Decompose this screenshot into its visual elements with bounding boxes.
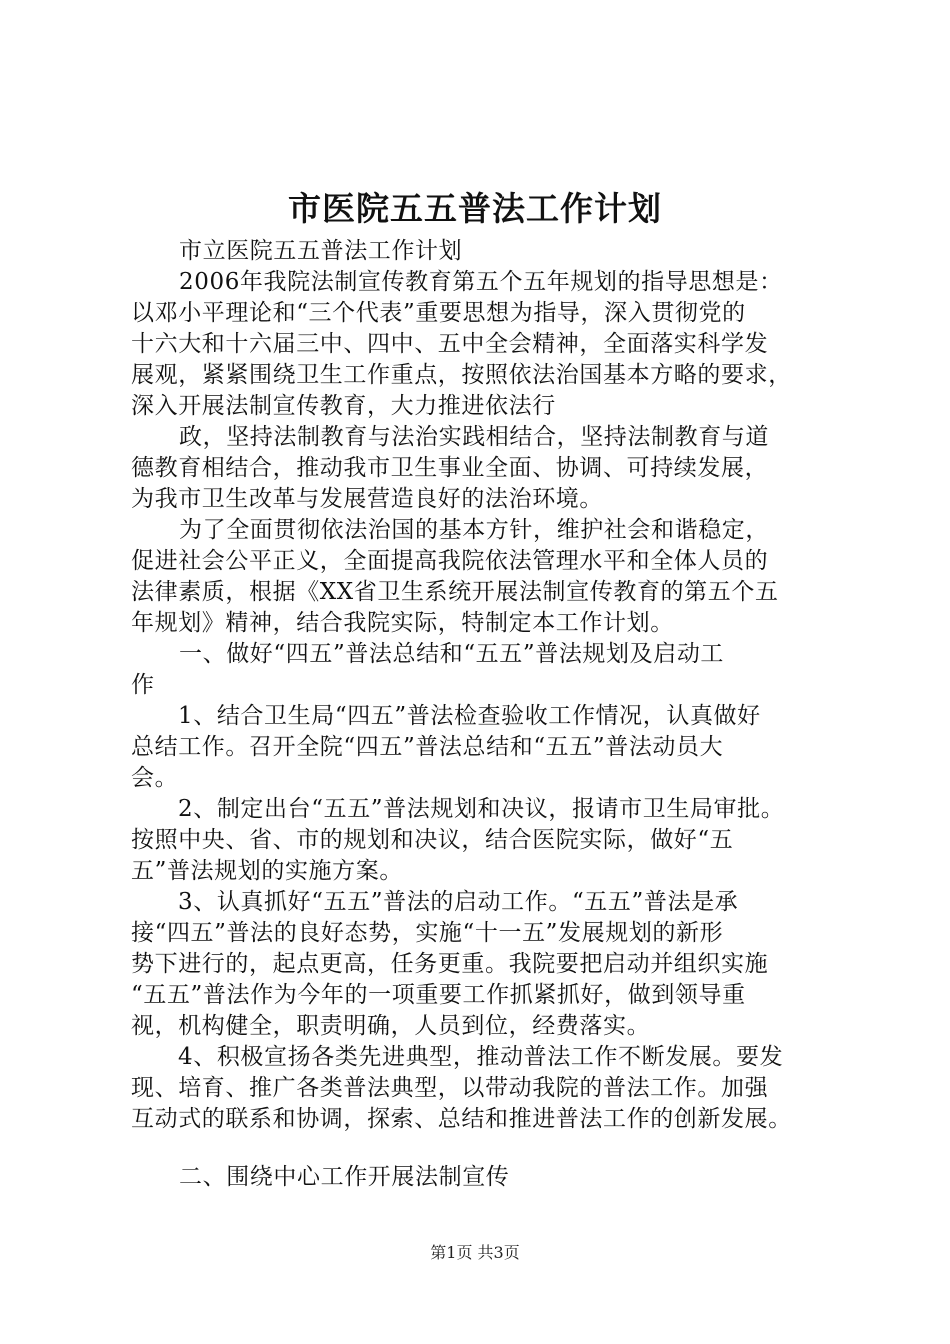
paragraph-line: 五”普法规划的实施方案。 (131, 858, 403, 884)
paragraph-line: 总结工作。召开全院“四五”普法总结和“五五”普法动员大 (131, 734, 724, 760)
paragraph-line: 现、培育、推广各类普法典型，以带动我院的普法工作。加强 (131, 1075, 769, 1101)
paragraph-line: 展观，紧紧围绕卫生工作重点，按照依法治国基本方略的要求， (131, 362, 792, 388)
page-number-footer: 第1页 共3页 (430, 1243, 520, 1262)
paragraph-line: 为我市卫生改革与发展营造良好的法治环境。 (131, 486, 603, 512)
paragraph-line: 2、制定出台“五五”普法规划和决议，报请市卫生局审批。 (178, 796, 785, 822)
paragraph-line: 接“四五”普法的良好态势，实施“十一五”发展规划的新形 (131, 920, 724, 946)
paragraph-line: 2006年我院法制宣传教育第五个五年规划的指导思想是： (179, 269, 783, 295)
paragraph-line: 4、积极宣扬各类先进典型，推动普法工作不断发展。要发 (178, 1044, 784, 1070)
paragraph-line: 政，坚持法制教育与法治实践相结合，坚持法制教育与道 (179, 424, 769, 450)
section-heading-line: 作 (131, 672, 155, 698)
paragraph-line: 法律素质，根据《XX省卫生系统开展法制宣传教育的第五个五 (131, 579, 779, 605)
paragraph-line: “五五”普法作为今年的一项重要工作抓紧抓好，做到领导重 (131, 982, 746, 1008)
paragraph-line: 年规划》精神，结合我院实际，特制定本工作计划。 (131, 610, 674, 636)
paragraph-line: 为了全面贯彻依法治国的基本方针，维护社会和谐稳定， (179, 517, 769, 543)
paragraph-line: 3、认真抓好“五五”普法的启动工作。“五五”普法是承 (178, 889, 739, 915)
document-title: 市医院五五普法工作计划 (288, 189, 662, 228)
paragraph-line: 互动式的联系和协调，探索、总结和推进普法工作的创新发展。 (131, 1106, 792, 1132)
section-heading-line: 二、围绕中心工作开展法制宣传 (179, 1164, 510, 1190)
paragraph-line: 十六大和十六届三中、四中、五中全会精神，全面落实科学发 (131, 331, 769, 357)
subtitle-line: 市立医院五五普法工作计划 (179, 238, 463, 264)
paragraph-line: 促进社会公平正义，全面提高我院依法管理水平和全体人员的 (131, 548, 769, 574)
paragraph-line: 势下进行的，起点更高，任务更重。我院要把启动并组织实施 (131, 951, 769, 977)
paragraph-line: 按照中央、省、市的规划和决议，结合医院实际，做好“五 (131, 827, 734, 853)
paragraph-line: 德教育相结合，推动我市卫生事业全面、协调、可持续发展， (131, 455, 769, 481)
section-heading-line: 一、做好“四五”普法总结和“五五”普法规划及启动工 (179, 641, 725, 667)
paragraph-line: 以邓小平理论和“三个代表”重要思想为指导，深入贯彻党的 (131, 300, 746, 326)
paragraph-line: 深入开展法制宣传教育，大力推进依法行 (131, 393, 556, 419)
paragraph-line: 视，机构健全，职责明确，人员到位，经费落实。 (131, 1013, 651, 1039)
paragraph-line: 会。 (131, 765, 179, 791)
paragraph-line: 1、结合卫生局“四五”普法检查验收工作情况，认真做好 (178, 703, 761, 729)
